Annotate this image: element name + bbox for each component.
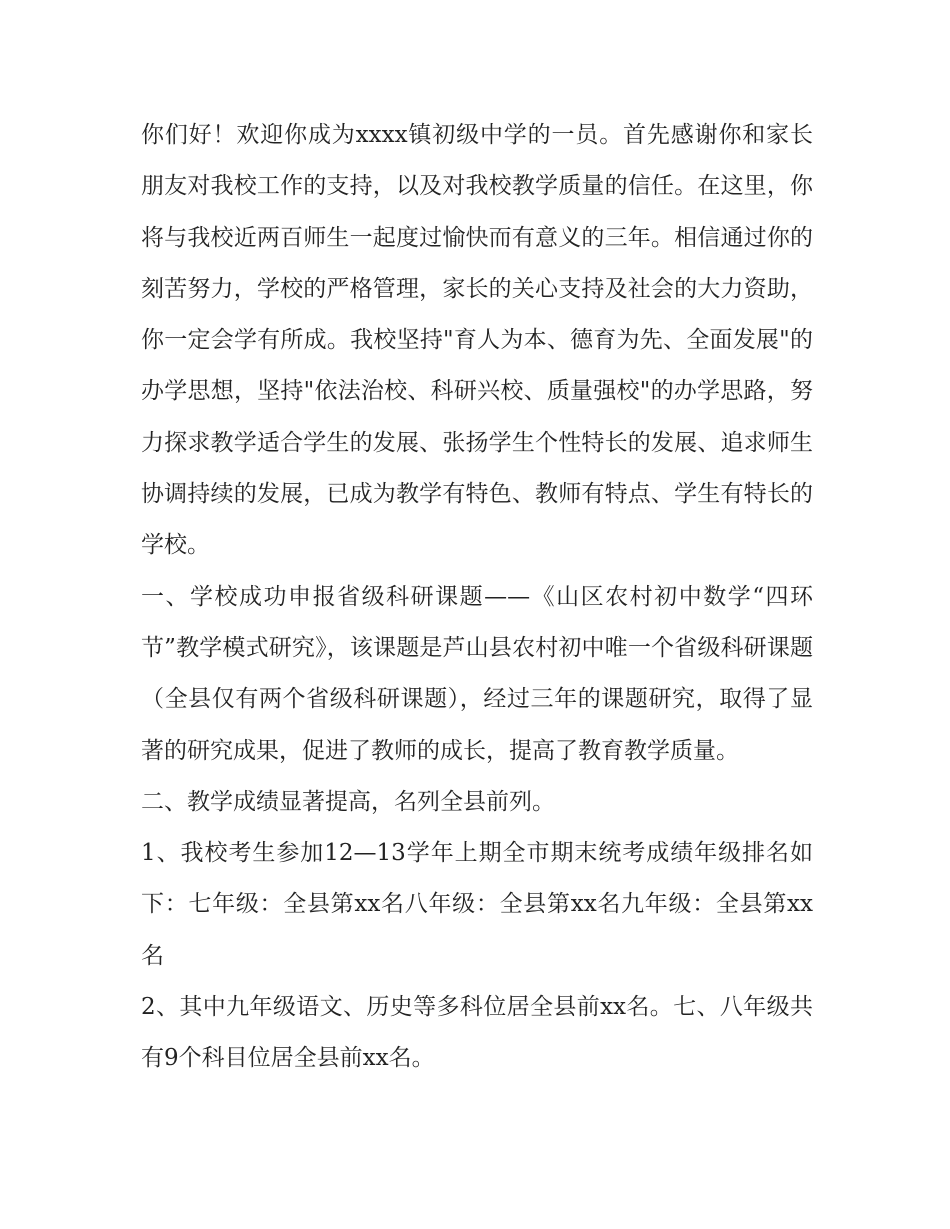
paragraph-subject-ranking: 2、其中九年级语文、历史等多科位居全县前xx名。七、八年级共有9个科目位居全县前xx名。 xyxy=(141,994,813,1072)
paragraph-research-project: 一、学校成功申报省级科研课题——《山区农村初中数学“四环节”教学模式研究》，该课题是芦山县农村初中唯一个省级科研课题（全县仅有两个省级科研课题），经过三年的课题研究，取得了显著的研究成果，促进了教师的成长，提高了教育教学质量。 xyxy=(141,583,813,764)
paragraph-welcome: 你们好！欢迎你成为xxxx镇初级中学的一员。首先感谢你和家长朋友对我校工作的支持，以及对我校教学质量的信任。在这里，你将与我校近两百师生一起度过愉快而有意义的三年。相信通过你的刻苦努力，学校的严格管理，家长的关心支持及社会的大力资助，你一定会学有所成。我校坚持"育人为本、德育为先、全面发展"的办学思想，坚持"依法治校、科研兴校、质量强校"的办学思路，努力探求教学适合学生的发展、张扬学生个性特长的发展、追求师生协调持续的发展，已成为教学有特色、教师有特点、学生有特长的学校。 xyxy=(141,122,813,559)
document-body xyxy=(141,110,813,1085)
paragraph-exam-ranking: 1、我校考生参加12—13学年上期全市期末统考成绩年级排名如下：七年级：全县第xx名八年级：全县第xx名九年级：全县第xx名 xyxy=(141,840,813,969)
paragraph-teaching-results-heading: 二、教学成绩显著提高，名列全县前列。 xyxy=(141,788,555,815)
